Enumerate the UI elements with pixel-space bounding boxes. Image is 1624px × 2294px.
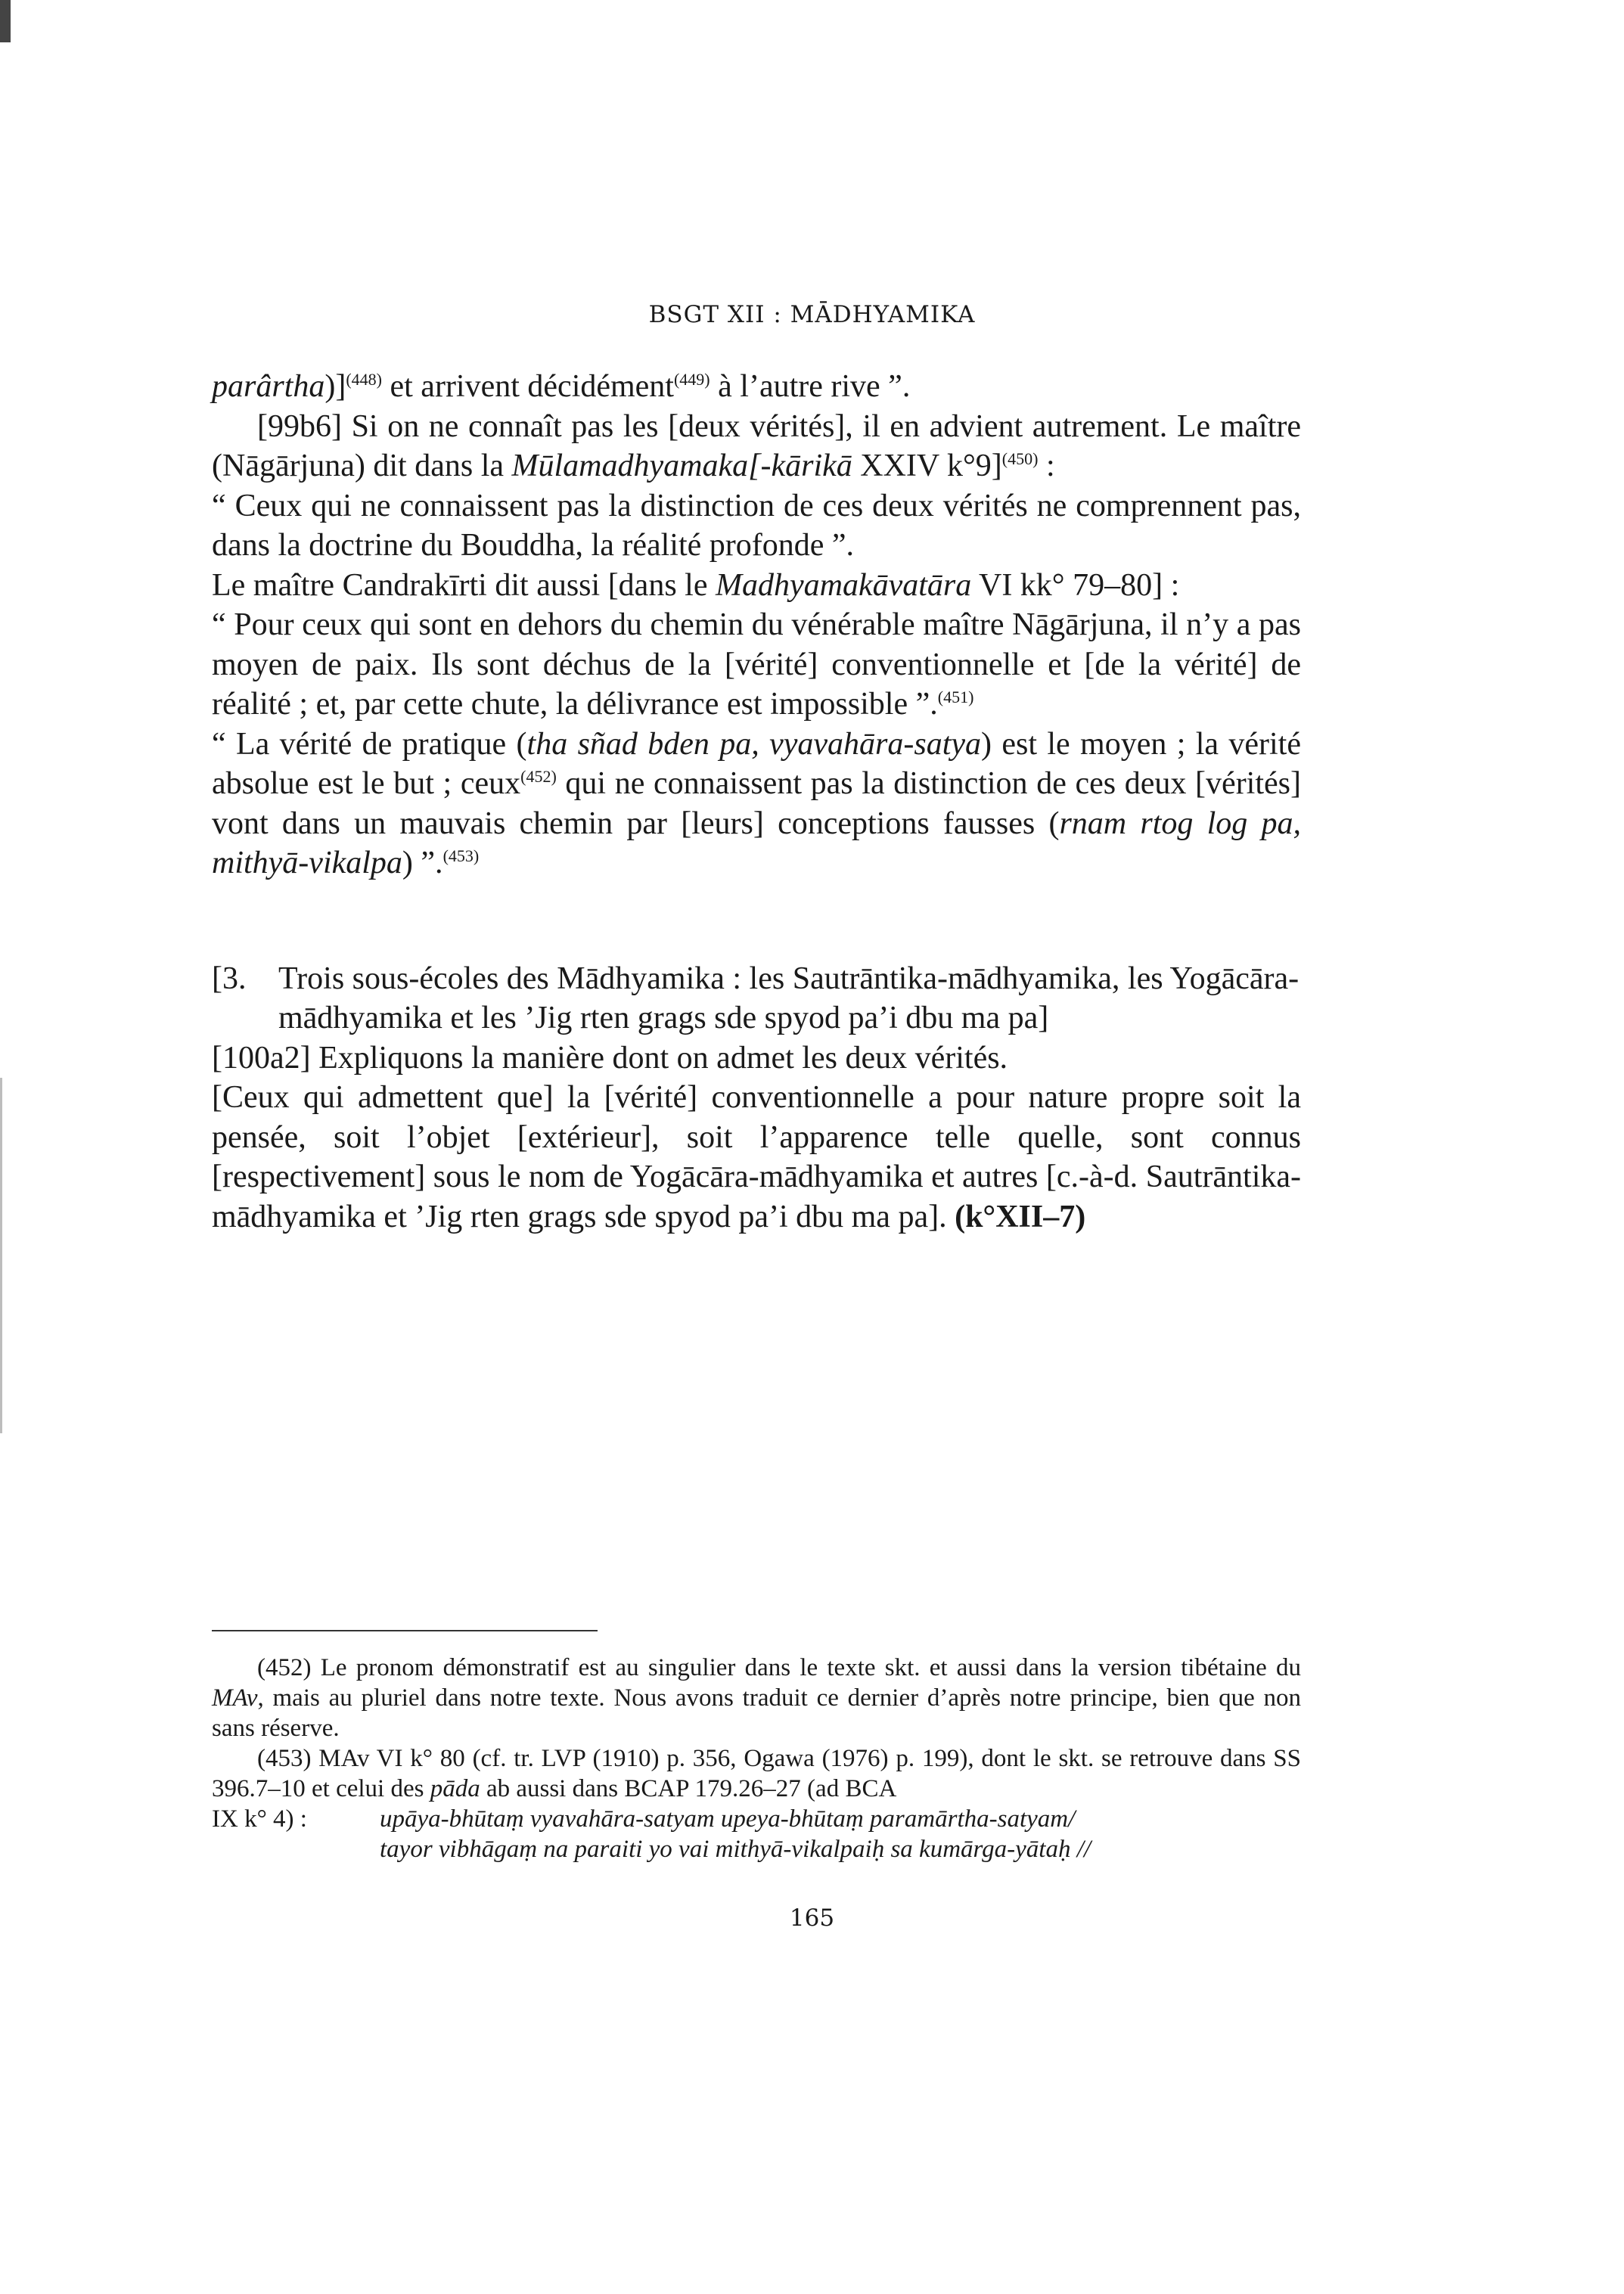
footnote-452: (452) Le pronom démonstratif est au singulier dans le texte skt. et aussi dans la version tibétaine du MAv, mais au pluriel dans notre texte. Nous avons traduit ce dernier d’après notre principe, bien que non sans réserve.	[212, 1654, 1301, 1742]
section-number: [3.	[212, 961, 247, 996]
main-text	[212, 367, 1301, 1237]
section-heading	[212, 959, 1301, 1038]
footnote-ref-453: (453)	[442, 846, 480, 865]
footnote-ref-451: (451)	[937, 688, 974, 706]
scan-corner-mark	[0, 0, 11, 42]
verse-label: IX k° 4) :	[212, 1805, 307, 1833]
quotation-nagarjuna: “ Ceux qui ne connaissent pas la distinction de ces deux vérités ne comprennent pas, dans la doctrine du Bouddha, la réalité profonde ”.	[212, 488, 1301, 563]
footnote-ref-452: (452)	[520, 767, 557, 786]
footnote-ref-450: (450)	[1001, 449, 1039, 468]
footnote-separator	[212, 1630, 598, 1631]
verse-line-2: tayor vibhāgaṃ na paraiti yo vai mithyā-vikalpaiḥ sa kumārga-yātaḥ //	[380, 1836, 1091, 1863]
scan-edge-shadow	[0, 1078, 2, 1433]
footnote-453-verse	[212, 1804, 1301, 1864]
quotation-madhyamakavatara-80: “ La vérité de pratique (tha sñad bden pa, vyavahāra-satya) est le moyen ; la vérité absolue est le but ; ceux$^{(452)}$ qui ne connaissent pas la distinction de ces deux [vérités] vont dans un mauvais chemin par [leurs] conceptions fausses (rnam rtog log pa, mithyā-vikalpa) ”.$^{(453)}$	[212, 726, 1301, 880]
footnotes	[212, 1653, 1301, 1864]
paragraph-conventional-truth: [Ceux qui admettent que] la [vérité] conventionnelle a pour nature propre soit la pensée, soit l’objet [extérieur], soit l’apparence telle quelle, sont connus [respectivement] sous le nom de Yogācāra-mādhyamika et autres [c.-à-d. Sautrāntika-mādhyamika et ’Jig rten grags sde spyod pa’i dbu ma pa]. (k°XII–7)	[212, 1080, 1301, 1234]
verse-line-1: upāya-bhūtaṃ vyavahāra-satyam upeya-bhūtaṃ paramārtha-satyam/	[380, 1805, 1076, 1833]
page-number: 165	[789, 1904, 835, 1932]
paragraph-continuation: parârtha)]$^{(448)}$ et arrivent décidément$^{(449)}$ à l’autre rive ”.	[212, 369, 911, 404]
paragraph-99b6: [99b6] Si on ne connaît pas les [deux vérités], il en advient autrement. Le maître (Nāgārjuna) dit dans la Mūlamadhyamaka[-kārikā XXIV k°9]$^{(450)}$ :	[212, 408, 1301, 483]
paragraph-candrakirti: Le maître Candrakīrti dit aussi [dans le Madhyamakāvatāra VI kk° 79–80] :	[212, 567, 1180, 603]
quotation-madhyamakavatara-79: “ Pour ceux qui sont en dehors du chemin du vénérable maître Nāgārjuna, il n’y a pas moyen de paix. Ils sont déchus de la [vérité] conventionnelle et [de la vérité] de réalité ; et, par cette chute, la délivrance est impossible ”.$^{(451)}$	[212, 607, 1301, 722]
section-title: Trois sous-écoles des Mādhyamika : les Sautrāntika-mādhyamika, les Yogācāra-mādhyamika et les ’Jig rten grags sde spyod pa’i dbu ma pa]	[278, 961, 1300, 1035]
footnote-453: (453) MAv VI k° 80 (cf. tr. LVP (1910) p. 356, Ogawa (1976) p. 199), dont le skt. se retrouve dans SS 396.7–10 et celui des pāda ab aussi dans BCAP 179.26–27 (ad BCA	[212, 1745, 1301, 1802]
footnote-ref-449: (449)	[673, 370, 710, 389]
karika-reference: (k°XII–7)	[955, 1199, 1086, 1234]
running-header: BSGT XII : MĀDHYAMIKA	[648, 301, 976, 328]
footnote-ref-448: (448)	[346, 370, 382, 389]
paragraph-100a2: [100a2] Expliquons la manière dont on admet les deux vérités.	[212, 1040, 1008, 1076]
